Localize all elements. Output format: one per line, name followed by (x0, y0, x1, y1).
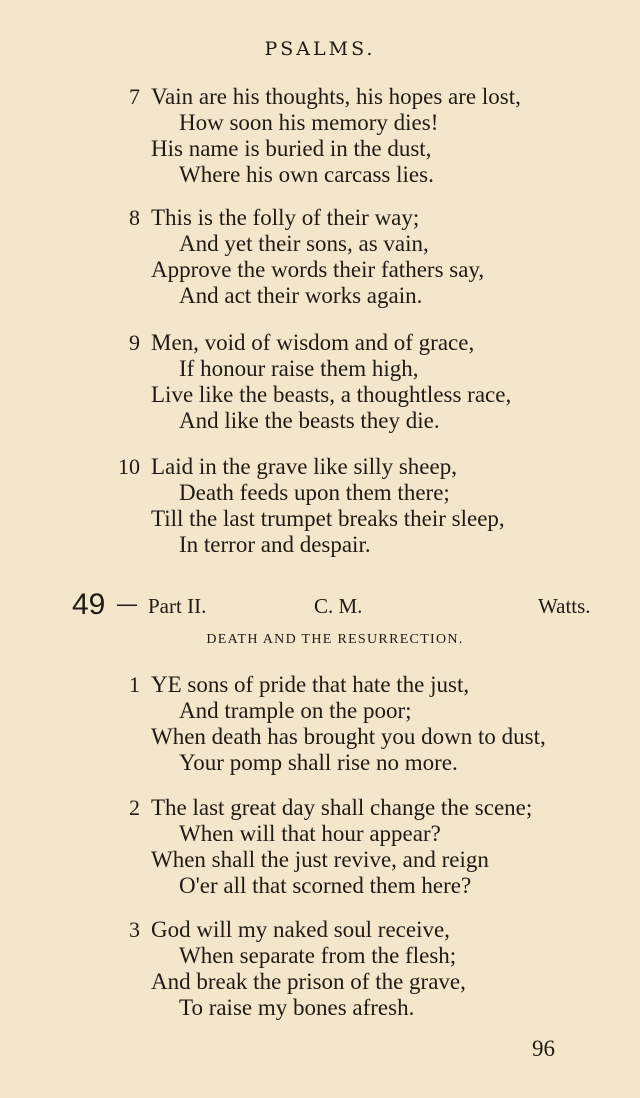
stanza-line: And trample on the poor; (179, 698, 412, 723)
stanza-line: Where his own carcass lies. (179, 162, 434, 187)
stanza-number: 7 (129, 84, 140, 109)
stanza-line: And act their works again. (179, 283, 423, 308)
stanza-line: When death has brought you down to dust, (151, 724, 546, 749)
hymn-meter: C. M. (314, 594, 363, 618)
stanza-line: To raise my bones afresh. (179, 995, 415, 1020)
stanza-line: And yet their sons, as vain, (179, 231, 429, 256)
stanza-line: And break the prison of the grave, (151, 969, 466, 994)
stanza-number: 2 (129, 795, 140, 820)
stanza-line: Men, void of wisdom and of grace, (151, 330, 475, 355)
stanza-line: Till the last trumpet breaks their sleep, (151, 506, 505, 531)
stanza-line: Approve the words their fathers say, (151, 257, 485, 282)
stanza-line: Laid in the grave like silly sheep, (151, 454, 457, 479)
stanza-number: 9 (129, 330, 140, 355)
stanza-line: O'er all that scorned them here? (179, 873, 472, 898)
stanza-line: His name is buried in the dust, (151, 136, 432, 161)
running-head: PSALMS. (264, 38, 376, 60)
stanza-line: When separate from the flesh; (179, 943, 457, 968)
hymn-number: 49 (72, 588, 106, 621)
stanza-line: When shall the just revive, and reign (151, 847, 489, 872)
stanza-number: 3 (129, 917, 140, 942)
stanza-line: And like the beasts they die. (179, 408, 440, 433)
hymn-dash: — (116, 592, 138, 617)
stanza-line: Death feeds upon them there; (179, 480, 450, 505)
hymn-subtitle: DEATH AND THE RESURRECTION. (206, 632, 464, 647)
hymn-header (0, 588, 640, 622)
stanza-line: When will that hour appear? (179, 821, 441, 846)
stanza-line: How soon his memory dies! (179, 110, 439, 135)
stanza-number: 1 (129, 672, 140, 697)
stanza-line: This is the folly of their way; (151, 205, 420, 230)
stanza-line: YE sons of pride that hate the just, (151, 672, 470, 697)
stanza-line: Your pomp shall rise no more. (179, 750, 458, 775)
stanza-line: Live like the beasts, a thoughtless race, (151, 382, 512, 407)
page-number: 96 (532, 1036, 555, 1061)
stanza-line: If honour raise them high, (179, 356, 419, 381)
stanza-number: 10 (118, 454, 140, 479)
stanza-line: The last great day shall change the scene; (151, 795, 533, 820)
stanza-line: In terror and despair. (179, 532, 371, 557)
stanza-number: 8 (129, 205, 140, 230)
hymn-part: Part II. (148, 594, 207, 618)
hymn-author: Watts. (538, 594, 591, 618)
stanza-line: Vain are his thoughts, his hopes are lost, (151, 84, 521, 109)
stanza-line: God will my naked soul receive, (151, 917, 450, 942)
